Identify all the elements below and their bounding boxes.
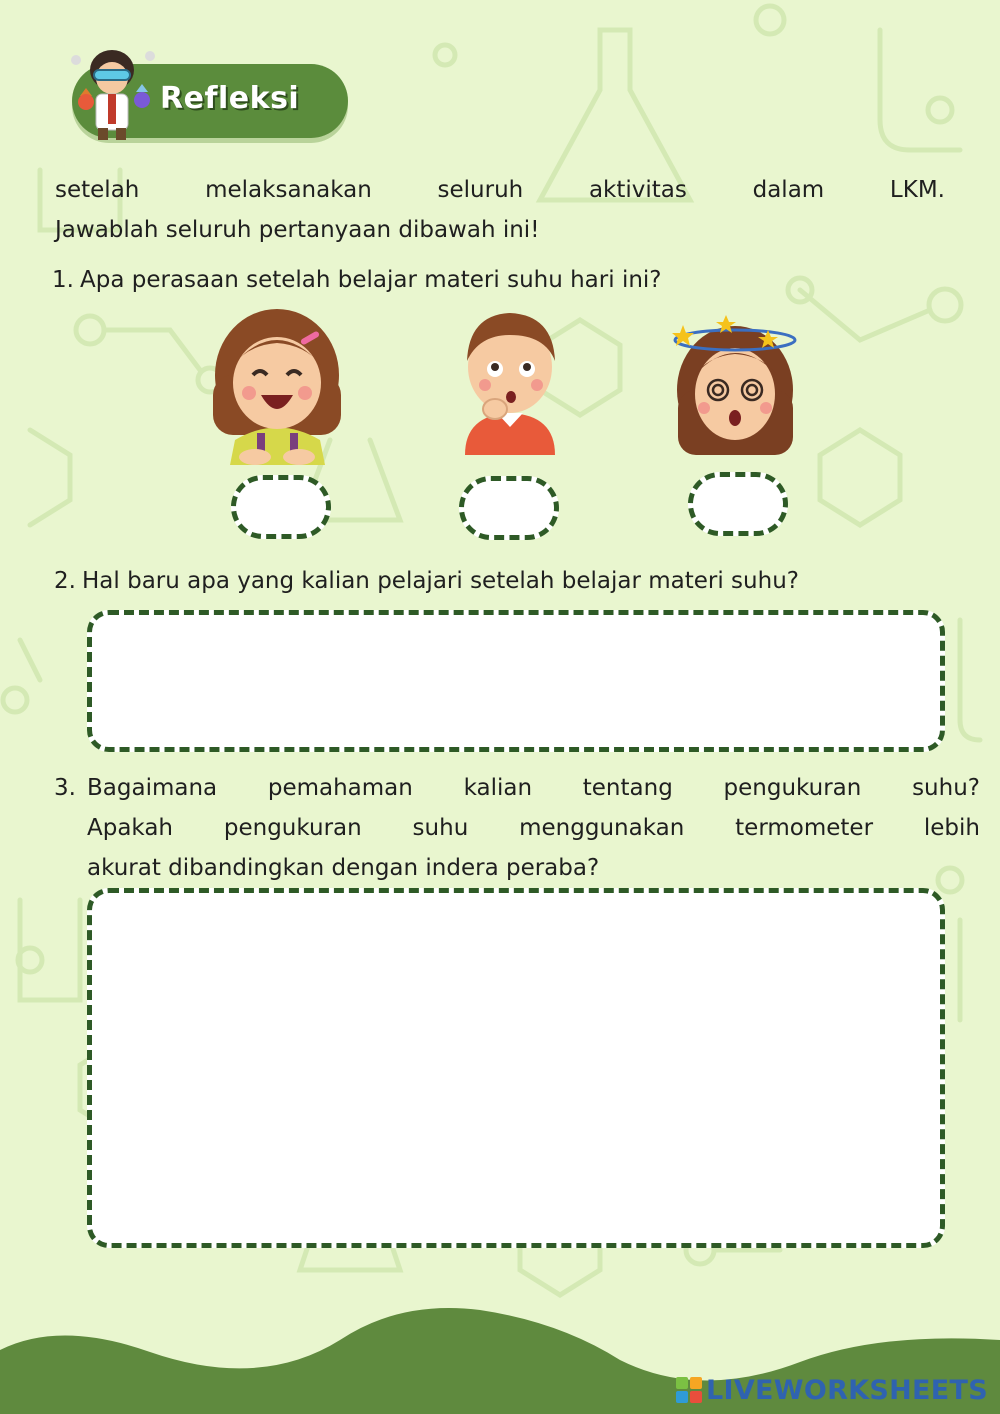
scientist-mascot-icon — [66, 40, 158, 144]
question-2-answer-box[interactable] — [87, 610, 945, 752]
section-title: Refleksi — [160, 81, 300, 116]
instruction-text: Jawablah seluruh pertanyaan dibawah ini! — [55, 217, 540, 243]
question-3-line: Bagaimana pemahaman kalian tentang pengukuran suhu? — [87, 775, 980, 801]
question-3-answer-box[interactable] — [87, 888, 945, 1248]
mood-answer-box-thinking[interactable] — [459, 476, 559, 540]
question-3-number: 3. — [54, 775, 76, 801]
intro-text-line: setelah melaksanakan seluruh aktivitas dalam LKM. — [55, 177, 945, 203]
happy-girl-icon — [205, 305, 350, 465]
brand-name: LIVEWORKSHEETS — [705, 1374, 988, 1406]
question-1-text: Apa perasaan setelah belajar materi suhu hari ini? — [80, 267, 662, 293]
dizzy-girl-icon — [668, 310, 803, 460]
mood-answer-box-dizzy[interactable] — [688, 472, 788, 536]
question-3-text — [87, 768, 980, 888]
liveworksheets-brand — [676, 1373, 988, 1407]
question-1-number: 1. — [52, 267, 74, 293]
question-2-text: Hal baru apa yang kalian pelajari setelah belajar materi suhu? — [82, 568, 799, 594]
question-3-line: akurat dibandingkan dengan indera peraba? — [87, 855, 600, 881]
mood-answer-box-happy[interactable] — [231, 475, 331, 539]
question-2-number: 2. — [54, 568, 76, 594]
thinking-boy-icon — [455, 305, 565, 460]
question-3-line: Apakah pengukuran suhu menggunakan termometer lebih — [87, 815, 980, 841]
liveworksheets-logo-icon — [676, 1377, 702, 1403]
